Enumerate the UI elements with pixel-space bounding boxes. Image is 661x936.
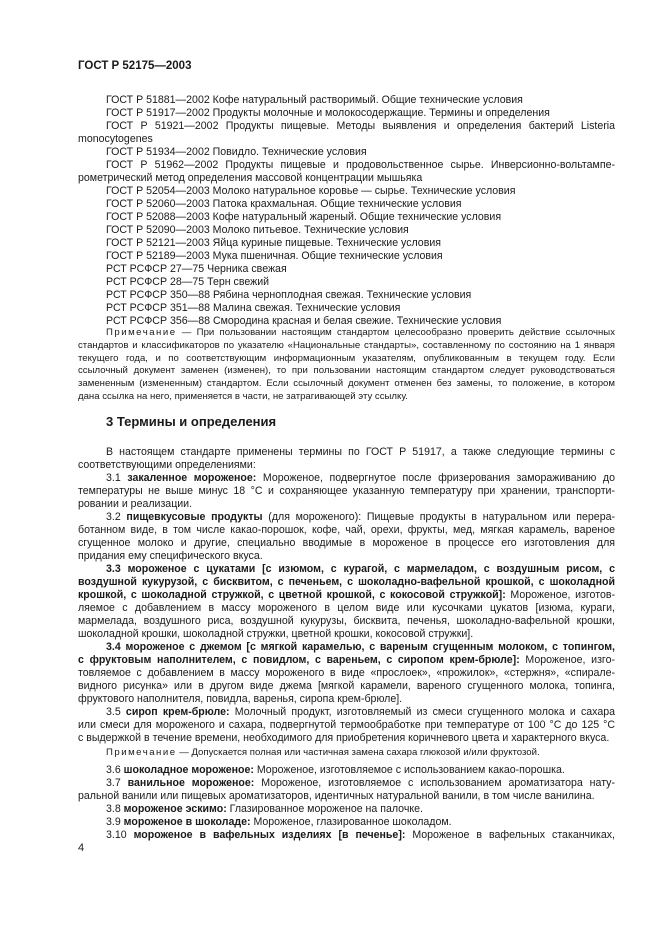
page-number: 4: [78, 842, 85, 854]
term-3-9: 3.9 мороженое в шоколаде: Мороженое, глазированное шоколадом.: [106, 816, 452, 828]
reference-item: РСТ РСФСР 350—88 Рябина черноплодная свежая. Технические условия: [106, 289, 472, 301]
term-3-6: 3.6 шоколадное мороженое: Мороженое, изготовляемое с использованием какао-порошка.: [106, 764, 565, 776]
term-3-4: 3.4 мороженое с джемом [с мягкой карамелью, с вареным сгущенным молоком, с топингом,: [106, 641, 615, 653]
note-label: Примечание: [106, 327, 177, 338]
reference-item: РСТ РСФСР 351—88 Малина свежая. Технические условия: [106, 302, 401, 314]
term-3-2: 3.2 пищевкусовые продукты (для мороженого): Пищевые продукты в натуральном или перера-: [106, 511, 615, 523]
reference-item: РСТ РСФСР 27—75 Черника свежая: [106, 263, 287, 275]
term-3-7: 3.7 ванильное мороженое: Мороженое, изготовляемое с использованием ароматизатора нату-: [106, 777, 615, 789]
intro-text: соответствующими определениями:: [78, 459, 256, 471]
reference-item-continued: monocytogenes: [78, 133, 153, 145]
reference-item-continued: рометрический метод определения массовой концентрации мышьяка: [78, 172, 423, 184]
reference-item: ГОСТ Р 52060—2003 Патока крахмальная. Общие технические условия: [106, 198, 462, 210]
reference-item: ГОСТ Р 51917—2002 Продукты молочные и молокосодержащие. Термины и определения: [106, 107, 550, 119]
reference-item: ГОСТ Р 52189—2003 Мука пшеничная. Общие технические условия: [106, 250, 443, 262]
term-3-8: 3.8 мороженое эскимо: Глазированное мороженое на палочке.: [106, 803, 423, 815]
term-3-3: 3.3 мороженое с цукатами [с изюмом, с курагой, с мармеладом, с воздушным рисом, с: [106, 563, 615, 575]
section-title: 3 Термины и определения: [106, 414, 277, 429]
reference-item: РСТ РСФСР 356—88 Смородина красная и белая свежие. Технические условия: [106, 315, 502, 327]
term-3-10: 3.10 мороженое в вафельных изделиях [в печенье]: Мороженое в вафельных стаканчиках,: [106, 829, 615, 841]
reference-item: ГОСТ Р 51881—2002 Кофе натуральный растворимый. Общие технические условия: [106, 94, 523, 106]
term-3-1: 3.1 закаленное мороженое: Мороженое, подвергнутое после фризерования замораживанию до: [106, 472, 615, 484]
reference-item: ГОСТ Р 52054—2003 Молоко натуральное коровье — сырье. Технические условия: [106, 185, 516, 197]
term-3-5: 3.5 сироп крем-брюле: Молочный продукт, изготовляемый из смеси сгущенного молока и сахара: [106, 706, 615, 718]
sirop-note: Примечание — Допускается полная или частичная замена сахара глюкозой и/или фруктозой.: [106, 747, 540, 758]
intro-text: В настоящем стандарте применены термины по ГОСТ Р 51917, а также следующие термины с: [106, 446, 615, 458]
references-note: Примечание — При пользовании настоящим стандартом целесообразно проверить действие ссылочных стандартов и классификаторов по указателю «Национальные стандарты», составленному по состоянию на 1 января текущего года, и по соответствующим информационным указателям, опубликованным в текущем году. Если ссылочный документ заменен (изменен), то при пользовании настоящим стандартом следует руководствоваться замененным (измененным) стандартом. Если ссылочный документ отменен без замены, то положение, в котором дана ссылка на него, применяется в части, не затрагивающей эту ссылку.: [78, 327, 615, 402]
reference-item: РСТ РСФСР 28—75 Терн свежий: [106, 276, 270, 288]
references-list: [78, 94, 615, 328]
reference-item: ГОСТ Р 51934—2002 Повидло. Технические условия: [106, 146, 367, 158]
reference-item: ГОСТ Р 52121—2003 Яйца куриные пищевые. Технические условия: [106, 237, 441, 249]
reference-item: ГОСТ Р 52090—2003 Молоко питьевое. Технические условия: [106, 224, 409, 236]
reference-item: ГОСТ Р 51921—2002 Продукты пищевые. Методы выявления и определения бактерий Listeria: [106, 120, 615, 132]
definitions-body: В настоящем стандарте применены термины по ГОСТ Р 51917, а также следующие термины с соответствующими определениями: 3.1 закаленное мороженое: Мороженое, подвергнутое после фризерования замораживанию до температуры не выше минус 18 °С и сохраняющее указанную температуру при хранении, транспорти- ровании и реализации. 3.2 пищевкусовые продукты (для мороженого): Пищевые продукты в натуральном или перера- ботанном виде, в том числе какао-порошок, кофе, чай, орехи, фрукты, мед, мягкая карамель, вареное сгущенное молоко и другие, специально вводимые в мороженое в процессе его изготовления для придания ему специфического вкуса. 3.3 мороженое с цукатами [с изюмом, с курагой, с мармеладом, с воздушным рисом, с воздушной кукурузой, с бисквитом, с печеньем, с шоколадно-вафельной крошкой, с шоколадной крошкой, с шоколадной стружкой, с цветной крошкой, с кокосовой стружкой]: Мороженое, изготов- ляемое с добавлением в массу мороженого в целом виде или кусочками цукатов [изюма, кураги, мармелада, воздушного риса, воздушной кукурузы, бисквита, печенья, шоколадно-вафельной крошки, шоколадной крошки, шоколадной стружки, цветной крошки, кокосовой стружки]. 3.4 мороженое с джемом [с мягкой карамелью, с вареным сгущенным молоком, с топингом, с фруктовым наполнителем, с повидлом, с вареньем, с сиропом крем-брюле]: Мороженое, изго- товляемое с добавлением в массу мороженого в виде «прослоек», «прожилок», «стержня», «спирале- видного рисунка» или в другом виде джема [мягкой карамели, вареного сгущенного молока, топинга, фруктового наполнителя, повидла, варенья, сиропа крем-брюле]. 3.5 сироп крем-брюле: Молочный продукт, изготовляемый из смеси сгущенного молока и сахара или смеси для мороженого и сахара, подвергнутой термообработке при температуре от 100 °С до 125 °С с выдержкой в течение времени, необходимого для приобретения коричневого цвета и характерного вкуса. Примечание — Допускается полная или частичная замена сахара глюкозой и/или фруктозой. 3.6 шоколадное мороженое: Мороженое, изготовляемое с использованием какао-порошка. 3.7 ванильное мороженое: Мороженое, изготовляемое с использованием ароматизатора нату- ральной ванили или пищевых ароматизаторов, идентичных натуральной ванили, в том числе ванилина. 3.8 мороженое эскимо: Глазированное мороженое на палочке. 3.9 мороженое в шоколаде: Мороженое, глазированное шоколадом. 3.10 мороженое в вафельных изделиях [в печенье]: Мороженое в вафельных стаканчиках,: [78, 446, 615, 841]
reference-item: ГОСТ Р 52088—2003 Кофе натуральный жареный. Общие технические условия: [106, 211, 502, 223]
reference-item: ГОСТ Р 51962—2002 Продукты пищевые и продовольственное сырье. Инверсионно-вольтампе-: [106, 159, 615, 171]
document-id: ГОСТ Р 52175—2003: [78, 60, 192, 72]
